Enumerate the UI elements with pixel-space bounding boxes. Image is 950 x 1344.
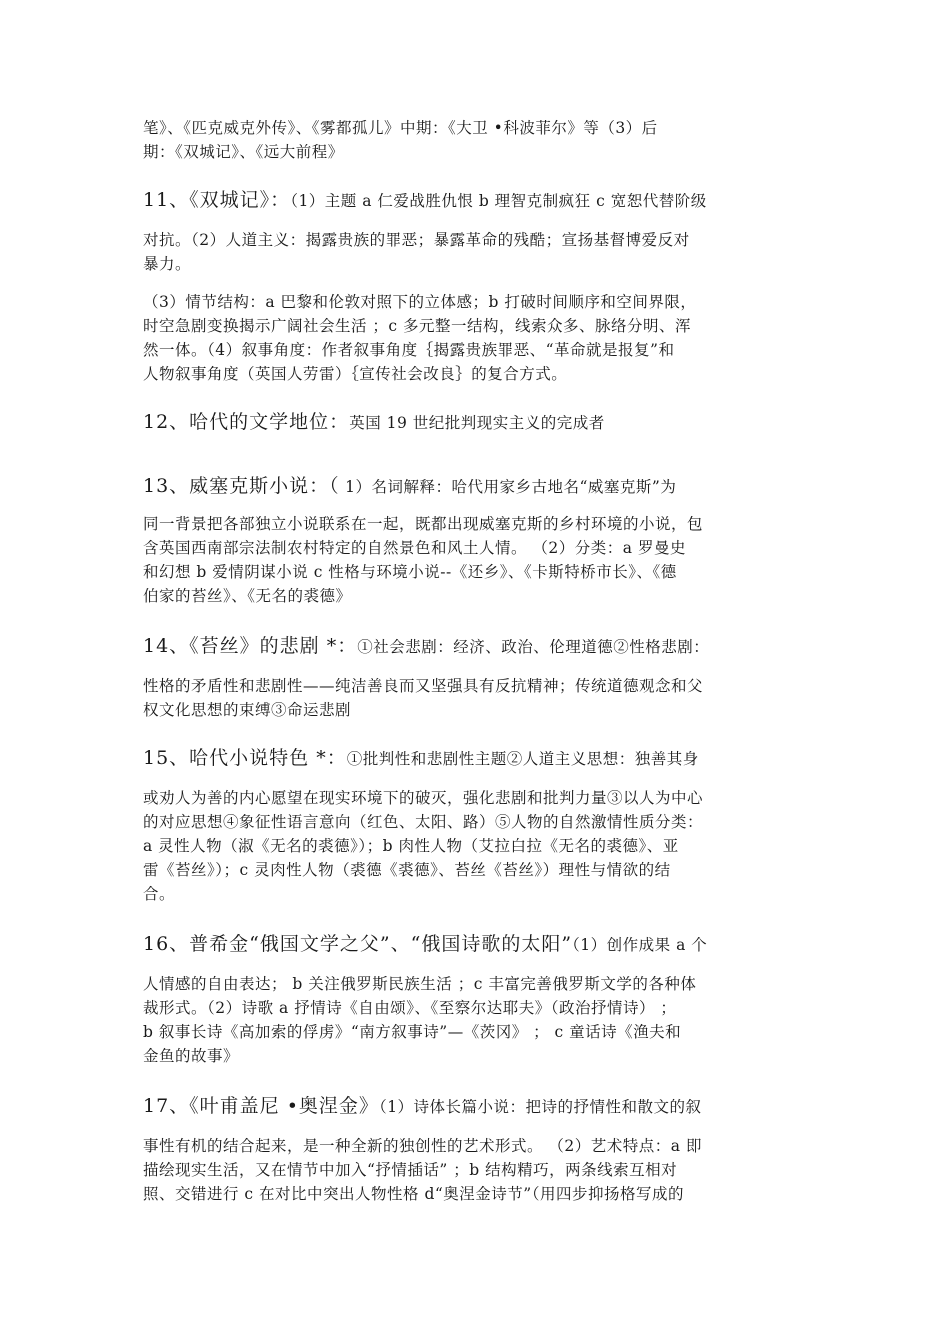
section-11-continued — [143, 290, 815, 386]
text-line: （1）诗体长篇小说：把诗的抒情性和散文的叙 — [378, 1098, 702, 1116]
text-line: 同一背景把各部独立小说联系在一起，既都出现威塞克斯的乡村环境的小说，包 — [143, 515, 704, 533]
section-17 — [143, 1094, 815, 1119]
section-15-body — [143, 786, 815, 906]
text-line: 权文化思想的束缚③命运悲剧 — [143, 701, 352, 719]
section-heading: 15、哈代小说特色 *： — [143, 747, 347, 769]
text-line: （3）情节结构：a 巴黎和伦敦对照下的立体感；b 打破时间顺序和空间界限， — [143, 293, 697, 311]
section-14-body — [143, 674, 815, 722]
text-line: 含英国西南部宗法制农村特定的自然景色和风土人情。 （2）分类：a 罗曼史 — [143, 539, 686, 557]
section-15 — [143, 746, 815, 771]
text-line: 的对应思想④象征性语言意向（红色、太阳、路）⑤人物的自然激情性质分类： — [143, 813, 704, 831]
text-line: 性格的矛盾性和悲剧性——纯洁善良而又坚强具有反抗精神；传统道德观念和父 — [143, 677, 704, 695]
text-line: 笔》、《匹克威克外传》、《雾都孤儿》中期：《大卫 •科波菲尔》等（3）后 — [143, 119, 658, 137]
text-line: 或劝人为善的内心愿望在现实环境下的破灭，强化悲剧和批判力量③以人为中心 — [143, 789, 704, 807]
text-line: ①社会悲剧：经济、政治、伦理道德②性格悲剧： — [357, 638, 710, 656]
text-line: a 灵性人物（淑《无名的裘德》）；b 肉性人物（艾拉白拉《无名的裘德》、亚 — [143, 837, 679, 855]
text-line: b 叙事长诗《高加索的俘虏》“南方叙事诗”—《茨冈》 ； c 童话诗《渔夫和 — [143, 1023, 682, 1041]
section-heading: 17、《叶甫盖尼 •奥涅金》 — [143, 1095, 379, 1117]
text-line: 人情感的自由表达； b 关注俄罗斯民族生活 ；c 丰富完善俄罗斯文学的各种体 — [143, 975, 697, 993]
text-line: 事性有机的结合起来，是一种全新的独创性的艺术形式。 （2）艺术特点：a 即 — [143, 1137, 702, 1155]
text-line: 照、交错进行 c 在对比中突出人物性格 d“奥涅金诗节”（用四步抑扬格写成的 — [143, 1185, 684, 1203]
section-heading: 13、威塞克斯小说：（ — [143, 475, 340, 497]
section-16 — [143, 932, 815, 957]
text-line: 伯家的苔丝》、《无名的裘德》 — [143, 587, 352, 605]
section-13 — [143, 474, 815, 499]
section-heading: 11、《双城记》： — [143, 189, 291, 211]
text-line: 人物叙事角度（英国人劳雷）｛宣传社会改良｝的复合方式。 — [143, 365, 568, 383]
text-line: 暴力。 — [143, 255, 192, 273]
text-line: ①批判性和悲剧性主题②人道主义思想：独善其身 — [346, 750, 699, 768]
section-17-body — [143, 1134, 815, 1206]
text-line: 时空急剧变换揭示广阔社会生活 ；c 多元整一结构，线索众多、脉络分明、浑 — [143, 317, 692, 335]
text-line: 描绘现实生活，又在情节中加入“抒情插话” ；b 结构精巧，两条线索互相对 — [143, 1161, 678, 1179]
section-12 — [143, 410, 815, 435]
text-line: 和幻想 b 爱情阴谋小说 c 性格与环境小说--《还乡》、《卡斯特桥市长》、《德 — [143, 563, 677, 581]
text-line: 裁形式。（2）诗歌 a 抒情诗《自由颂》、《至察尔达耶夫》（政治抒情诗） ； — [143, 999, 677, 1017]
text-line: 然一体。（4）叙事角度：作者叙事角度｛揭露贵族罪恶、“革命就是报复”和 — [143, 341, 675, 359]
text-line: 英国 19 世纪批判现实主义的完成者 — [349, 414, 605, 432]
text-line: 1）名词解释：哈代用家乡古地名“威塞克斯”为 — [339, 478, 677, 496]
text-line: 合。 — [143, 885, 176, 903]
text-line: 雷《苔丝》）；c 灵肉性人物（裘德《裘德》、苔丝《苔丝》）理性与情欲的结 — [143, 861, 671, 879]
section-11-body — [143, 228, 815, 276]
text-line: （1）创作成果 a 个 — [572, 936, 708, 954]
text-line: 对抗。（2）人道主义：揭露贵族的罪恶；暴露革命的残酷；宣扬基督博爱反对 — [143, 231, 690, 249]
text-line: 期：《双城记》、《远大前程》 — [143, 143, 344, 161]
section-13-body — [143, 512, 815, 608]
section-11 — [143, 188, 815, 213]
text-line: （1）主题 a 仁爱战胜仇恨 b 理智克制疯狂 c 宽恕代替阶级 — [290, 192, 707, 210]
section-14 — [143, 634, 815, 659]
section-16-body — [143, 972, 815, 1068]
section-heading: 16、普希金“俄国文学之父”、“俄国诗歌的太阳” — [143, 933, 573, 955]
section-heading: 12、哈代的文学地位： — [143, 411, 350, 433]
paragraph-continuation — [143, 116, 815, 164]
text-line: 金鱼的故事》 — [143, 1047, 240, 1065]
section-heading: 14、《苔丝》的悲剧 *： — [143, 635, 358, 657]
